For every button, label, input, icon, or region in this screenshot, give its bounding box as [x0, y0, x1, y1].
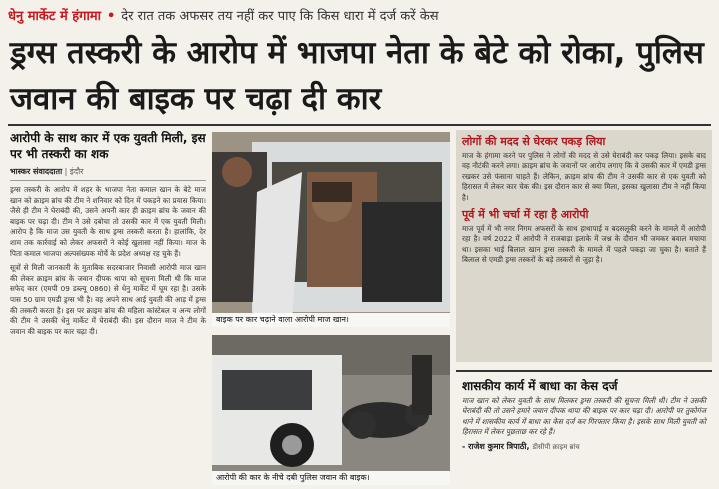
- byline-city: इंदौर: [69, 167, 84, 176]
- kicker-line: [8, 6, 713, 28]
- bullet-icon: •: [106, 9, 116, 24]
- divider: [8, 124, 711, 126]
- signature: [456, 438, 712, 455]
- left-subhead: आरोपी के साथ कार में एक युवती मिली, इस पर भी तस्करी का शक: [10, 131, 206, 161]
- kicker-tag: धेनु मार्केट में हंगामा: [8, 9, 101, 24]
- box1-subtitle: पूर्व में भी चर्चा में रहा है आरोपी: [462, 208, 589, 222]
- sidebar-box-case: [456, 370, 712, 487]
- signature-name: - राजेश कुमार त्रिपाठी,: [462, 441, 530, 451]
- box2-paragraph: माज खान को लेकर युवती के साथ मिलकर ड्रग्स तस्करी की सूचना मिली थी। टीम ने उसकी घेराबंदी की तो उसने हमारे जवान दीपक थापा की बाइक पर कार चढ़ा दी। आरोपी पर तुकोगंज थाने में शासकीय कार्य में बाधा का केस दर्ज कर गिरफ्तार किया है। इसके साथ मिली युवती को हिरासत में लेकर पूछताछ कर रहे हैं।: [462, 396, 706, 437]
- headline: ड्रग्स तस्करी के आरोप में भाजपा नेता के बेटे को रोका, पुलिस जवान की बाइक पर चढ़ा दी कार: [10, 35, 704, 117]
- box1-paragraph-2: माज पूर्व में भी नगर निगम अफसरों के साथ हाथापाई व बदसलूकी करने के मामले में आरोपी रहा है। वर्ष 2022 में आरोपी ने राजबाड़ा इलाके में जश्न के दौरान भी जमकर बवाल मचाया था। इसका भाई बिलाल खान ड्रग्स तस्करी के मामले में पहले पकड़ा जा चुका है। बताते हैं बिलाल से एमडी ड्रग्स तस्करों के बड़े तस्करों से जुड़ा है।: [462, 224, 706, 265]
- photo-1-image: [212, 132, 450, 327]
- box1-title: लोगों की मदद से घेरकर पकड़ लिया: [462, 135, 606, 148]
- photo-accused-in-car: [212, 132, 450, 327]
- left-paragraph-2: सूत्रों से मिली जानकारी के मुताबिक सदरबाजार निवासी आरोपी माज खान की लेकर क्राइम ब्रांच के जवान दीपक थापा को सूचना मिली थी कि माज सफेद कार (एमपी 09 डब्ल्यू 0860) से धेनु मार्केट में घूम रहा है। उसके पास 50 ग्राम एमडी ड्रग्स भी है। वह अपने साथ आई युवती की आड़ में ड्रग्स की तस्करी करता है। इस पर क्राइम ब्रांच की महिला कांस्टेबल व अन्य लोगों की टीम ने उसकी धेनु मार्केट में घेराबंदी की। इस दौरान माज ने टीम के जवान की बाइक पर कार चढ़ा दी।: [10, 263, 206, 336]
- left-column: [10, 130, 206, 485]
- kicker-text: देर रात तक अफसर तय नहीं कर पाए कि किस धारा में दर्ज करें केस: [121, 9, 439, 24]
- photo-2-image: [212, 335, 450, 485]
- box2-title: शासकीय कार्य में बाधा का केस दर्ज: [462, 379, 618, 393]
- photo-crushed-bike: [212, 335, 450, 485]
- photo-caption-1: बाइक पर कार चढ़ाने वाला आरोपी माज खान।: [212, 313, 450, 327]
- box1-paragraph-1: माज के हंगामा करने पर पुलिस ने लोगों की मदद से उसे घेराबंदी कर पकड़ लिया। इसके बाद वह नौटंकी करने लगा। क्राइम ब्रांच के जवानों पर आरोप लगाए कि वे उसकी कार में एमडी ड्रग्स रखकर उसे फंसाना चाहते हैं। लेकिन, क्राइम ब्रांच की टीम ने उसकी कार से एक युवती को हिरासत में लेकर कार चेक की। इस दौरान कार से क्या मिला, इसका खुलासा टीम ने नहीं किया है।: [462, 151, 706, 202]
- left-paragraph-1: ड्रग्स तस्करी के आरोप में शहर के भाजपा नेता कमाल खान के बेटे माज खान को क्राइम ब्रांच की टीम ने शनिवार को दिन में पकड़ने का प्रयास किया। जैसे ही टीम ने घेराबंदी की, उसने अपनी कार ही क्राइम ब्रांच के जवान की बाइक पर चढ़ा दी। टीम ने उसे दबोचा तो उसकी कार में एक युवती मिली। आरोप है कि माज उस युवती के साथ ड्रग्स तस्करी करता है। हालांकि, देर शाम तक कार्रवाई को लेकर अफसरों ने कोई खुलासा नहीं किया। माज के पिता कमाल भाजपा अल्पसंख्यक मोर्चे के प्रदेश अध्यक्ष रह चुके हैं।: [10, 185, 206, 258]
- byline-author: भास्कर संवाददाता: [10, 167, 63, 176]
- signature-designation: डीसीपी क्राइम ब्रांच: [532, 442, 580, 451]
- byline: भास्कर संवाददाता | इंदौर: [10, 166, 206, 181]
- right-column: [456, 130, 712, 485]
- photo-caption-2: आरोपी की कार के नीचे दबी पुलिस जवान की बाइक।: [212, 471, 450, 485]
- sidebar-box-arrest: [456, 130, 712, 362]
